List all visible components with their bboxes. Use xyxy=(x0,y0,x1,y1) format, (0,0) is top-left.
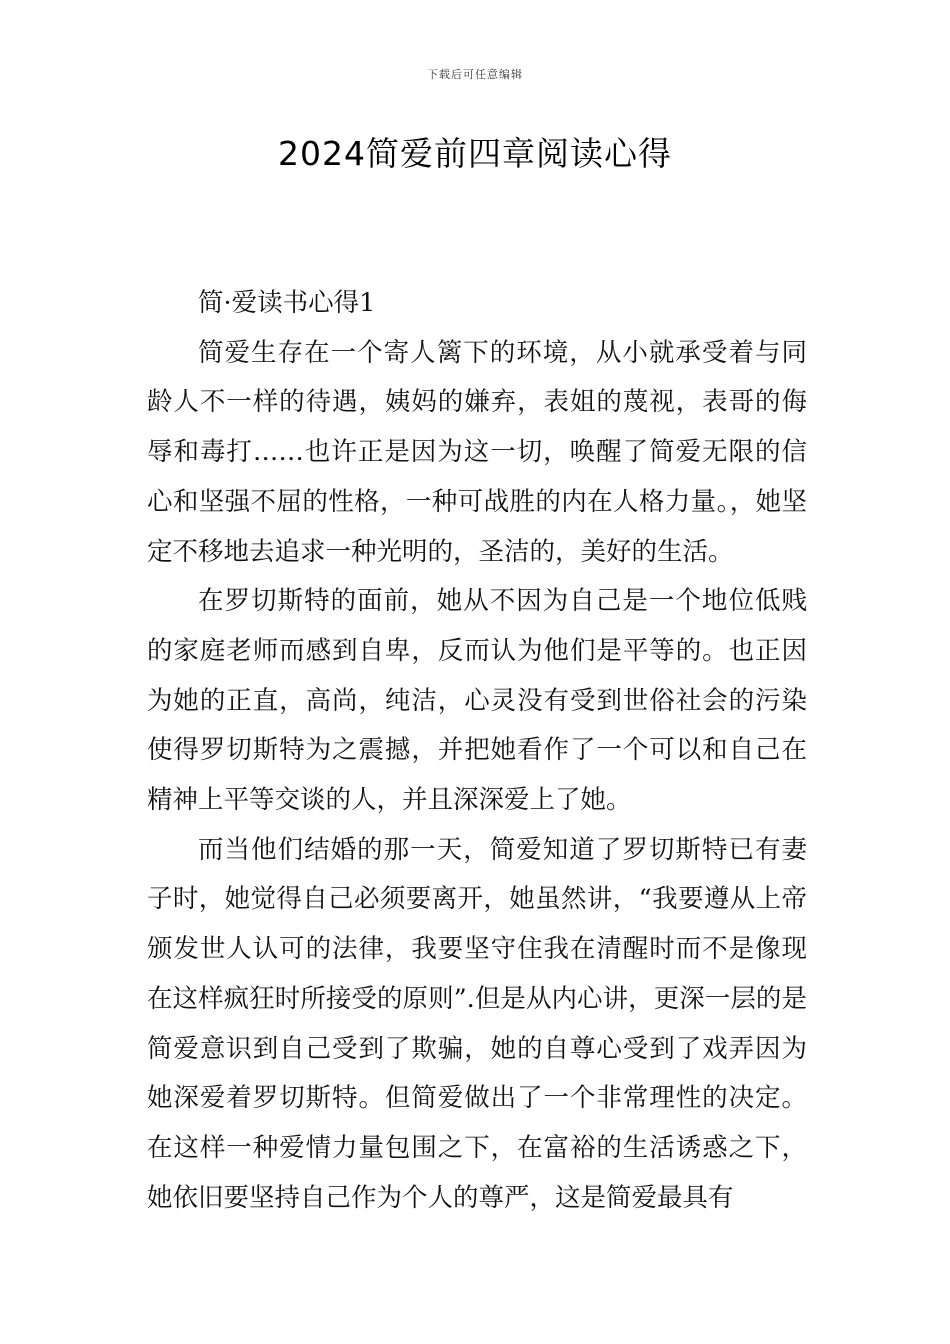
document-title: 2024简爱前四章阅读心得 xyxy=(278,134,672,173)
paragraph-2: 在罗切斯特的面前，她从不因为自己是一个地位低贱的家庭老师而感到自卑，反而认为他们是平等的。也正因为她的正直，高尚，纯洁，心灵没有受到世俗社会的污染使得罗切斯特为之震撼，并把她看作了一个可以和自己在精神上平等交谈的人，并且深深爱上了她。 xyxy=(147,586,807,816)
paragraph-3: 而当他们结婚的那一天，简爱知道了罗切斯特已有妻子时，她觉得自己必须要离开，她虽然讲，“我要遵从上帝颁发世人认可的法律，我要坚守住我在清醒时而不是像现在这样疯狂时所接受的原则”.但是从内心讲，更深一层的是简爱意识到自己受到了欺骗，她的自尊心受到了戏弄因为她深爱着罗切斯特。但简爱做出了一个非常理性的决定。在这样一种爱情力量包围之下，在富裕的生活诱惑之下，她依旧要坚持自己作为个人的尊严，这是简爱最具有 xyxy=(147,834,807,1213)
paragraph-1: 简爱生存在一个寄人篱下的环境，从小就承受着与同龄人不一样的待遇，姨妈的嫌弃，表姐的蔑视，表哥的侮辱和毒打……也许正是因为这一切，唤醒了简爱无限的信心和坚强不屈的性格，一种可战胜的内在人格力量。，她坚定不移地去追求一种光明的，圣洁的，美好的生活。 xyxy=(147,337,807,567)
document-body xyxy=(147,279,807,1223)
section-heading: 简·爱读书心得1 xyxy=(198,288,376,318)
header-note: 下载后可任意编辑 xyxy=(427,68,523,81)
